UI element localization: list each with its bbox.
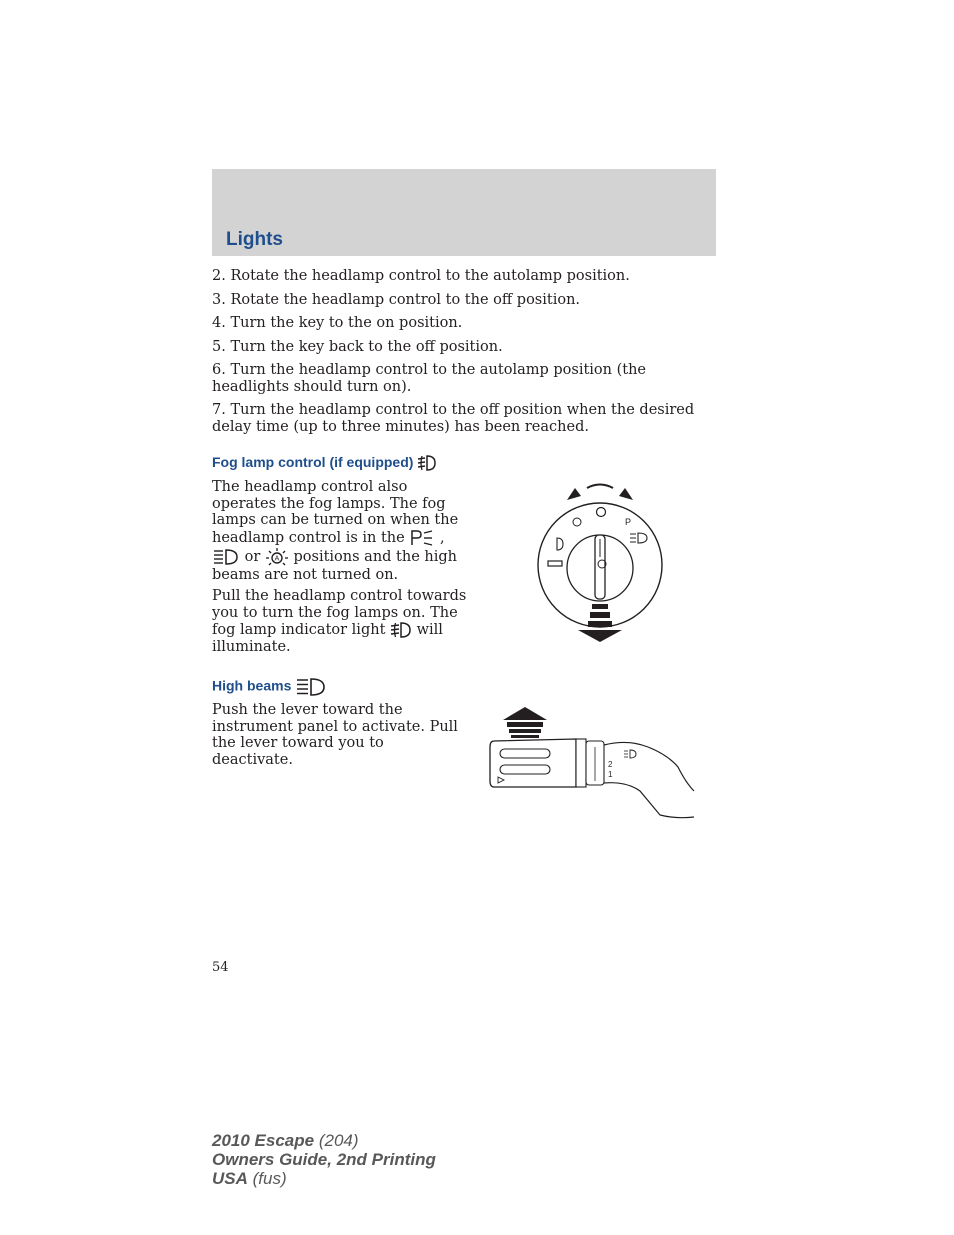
high-beams-heading-text: High beams bbox=[212, 677, 292, 694]
section-header-band bbox=[212, 169, 716, 256]
fog-paragraph-2: Pull the headlamp control towards you to turn the fog lamps on. The fog lamp indicator light will illuminate. bbox=[212, 588, 467, 655]
footer-line-3: USA (fus) bbox=[212, 1169, 287, 1188]
svg-text:2: 2 bbox=[608, 760, 613, 769]
page-number: 54 bbox=[212, 960, 229, 975]
fog-lamp-heading-text: Fog lamp control (if equipped) bbox=[212, 454, 414, 470]
fog-lamp-heading bbox=[212, 454, 437, 472]
high-beams-heading bbox=[212, 677, 327, 697]
document-footer bbox=[212, 1131, 436, 1188]
high-beams-paragraph: Push the lever toward the instrument panel to activate. Pull the lever toward you to deactivate. bbox=[212, 702, 458, 768]
steps-list bbox=[212, 268, 712, 442]
step-item: 3. Rotate the headlamp control to the off position. bbox=[212, 291, 581, 308]
step-item: 4. Turn the key to the on position. bbox=[212, 315, 463, 331]
svg-text:A: A bbox=[274, 555, 280, 562]
step-item: 6. Turn the headlamp control to the autolamp position (the headlights should turn on). bbox=[212, 362, 647, 395]
fog-lamp-icon bbox=[417, 454, 437, 472]
svg-text:P: P bbox=[625, 517, 632, 527]
parking-lamp-icon bbox=[409, 529, 435, 547]
step-item: 7. Turn the headlamp control to the off position when the desired delay time (up to three minutes) has been reached. bbox=[212, 402, 695, 435]
step-item: 2. Rotate the headlamp control to the autolamp position. bbox=[212, 268, 630, 284]
high-beam-icon bbox=[295, 677, 327, 697]
footer-line-1: 2010 Escape (204) bbox=[212, 1131, 359, 1150]
multifunction-lever-illustration bbox=[488, 705, 698, 823]
footer-line-2: Owners Guide, 2nd Printing bbox=[212, 1150, 436, 1169]
headlamp-control-illustration bbox=[535, 482, 665, 647]
high-beams-text bbox=[212, 702, 467, 773]
step-item: 5. Turn the key back to the off position. bbox=[212, 338, 503, 355]
fog-paragraph-1: The headlamp control also operates the fog lamps. The fog lamps can be turned on when the headlamp control is in the , or A positions and the high beams are not turned on. bbox=[212, 479, 459, 583]
autolamp-icon bbox=[265, 547, 289, 567]
fog-lamp-indicator-icon bbox=[390, 621, 412, 639]
section-title: Lights bbox=[226, 229, 283, 250]
headlamp-icon bbox=[212, 548, 240, 566]
fog-lamp-text bbox=[212, 479, 467, 661]
svg-text:1: 1 bbox=[608, 770, 613, 779]
